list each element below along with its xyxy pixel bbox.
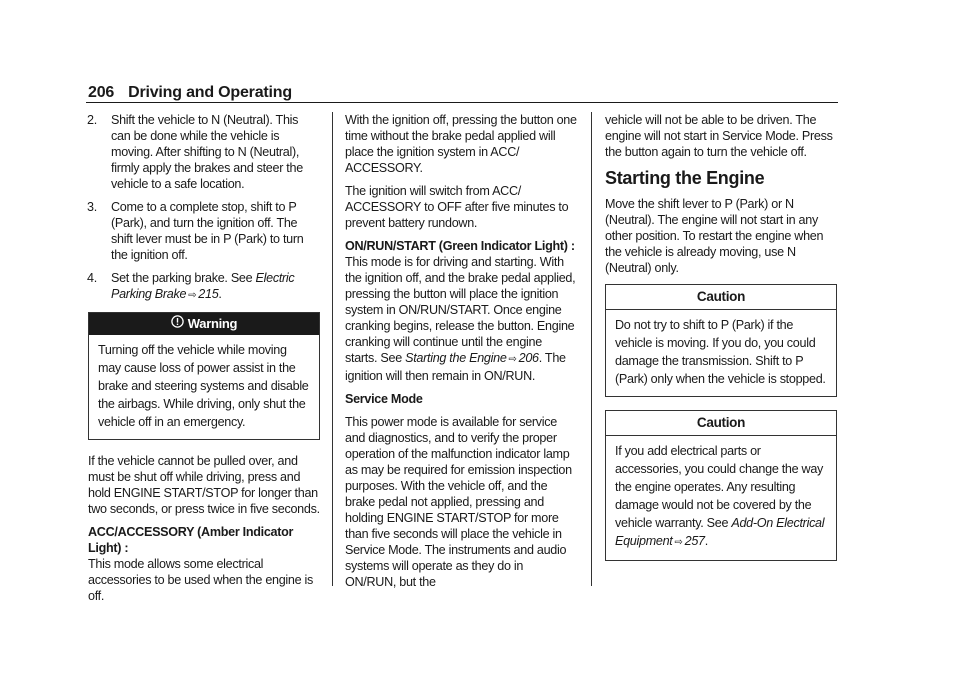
paragraph: vehicle will not be able to be driven. The engine will not start in Service Mode. Press the button again to turn the vehicle off. xyxy=(605,113,833,159)
paragraph: If the vehicle cannot be pulled over, and must be shut off while driving, press and hold ENGINE START/STOP for longer than two seconds, or press twice in five seconds. xyxy=(88,454,320,516)
cross-reference-link[interactable]: Electric Parking Brake xyxy=(111,271,295,301)
list-item xyxy=(88,270,320,304)
step-number: 4. xyxy=(87,271,97,285)
warning-body: Turning off the vehicle while moving may cause loss of power assist in the brake and steering systems and disable the airbags. While driving, only shut the vehicle off in an emergency. xyxy=(98,343,309,429)
page-ref-number[interactable]: 206 xyxy=(518,351,539,365)
procedure-list xyxy=(88,112,320,304)
page-ref-number[interactable]: 215 xyxy=(198,287,219,301)
section-heading: Starting the Engine xyxy=(605,168,765,188)
section-title: Driving and Operating xyxy=(128,84,292,101)
warning-title: Warning xyxy=(187,316,238,331)
step-text: Come to a complete stop, shift to P (Park), and turn the ignition off. The shift lever must be in P (Park) to turn the ignition off. xyxy=(111,200,304,262)
warning-box xyxy=(88,312,320,440)
paragraph: ON/RUN/START (Green Indicator Light) : This mode is for driving and starting. With the ignition off, and the brake pedal applied, pressing the button will place the ignition system in ON/RUN/START. Once engine cranking begins, release the button. Engine cranking will continue until the engine starts. See Starting the Engine ⇨ 206. The ignition will then remain in ON/RUN. xyxy=(345,239,576,383)
warning-header xyxy=(89,313,319,335)
page-number: 206 xyxy=(88,84,115,101)
paragraph: This power mode is available for service and diagnostics, and to verify the proper operation of the malfunction indicator lamp as may be required for emission inspection purposes. With the vehicle off, and the brake pedal not applied, pressing and holding ENGINE START/STOP for more than five seconds will place the vehicle in Service Mode. The instruments and audio systems will operate as they do in ON/RUN, but the xyxy=(345,415,572,589)
caution-header: Caution xyxy=(606,285,836,310)
page-ref-arrow-icon: ⇨ xyxy=(674,537,683,548)
paragraph: ACC/ACCESSORY (Amber Indicator Light) : This mode allows some electrical accessories to be used when the engine is off. xyxy=(88,525,314,603)
list-item xyxy=(88,199,320,263)
step-text: Set the parking brake. See Electric Parking Brake ⇨ 215. xyxy=(111,271,295,301)
step-number: 2. xyxy=(87,113,97,127)
mode-label: ON/RUN/START (Green Indicator Light) : xyxy=(345,239,575,253)
cross-reference-link[interactable]: Starting the Engine xyxy=(405,351,507,365)
cross-reference-link[interactable]: Add-On Electrical Equipment xyxy=(615,516,825,548)
paragraph: Move the shift lever to P (Park) or N (Neutral). The engine will not start in any other position. To restart the engine when the vehicle is already moving, use N (Neutral) only. xyxy=(605,197,824,275)
caution-body: Do not try to shift to P (Park) if the vehicle is moving. If you do, you could damage the transmission. Shift to P (Park) only when the vehicle is stopped. xyxy=(615,318,826,386)
mode-label: ACC/ACCESSORY (Amber Indicator Light) : xyxy=(88,525,294,555)
column-1 xyxy=(88,112,320,611)
caution-header: Caution xyxy=(606,411,836,436)
page-ref-number[interactable]: 257 xyxy=(684,534,705,548)
step-text: Shift the vehicle to N (Neutral). This can be done while the vehicle is moving. After shifting to N (Neutral), firmly apply the brakes and steer the vehicle to a safe location. xyxy=(111,113,303,191)
caution-box xyxy=(605,284,837,397)
column-3 xyxy=(605,112,837,574)
step-number: 3. xyxy=(87,200,97,214)
subheading: Service Mode xyxy=(345,392,423,406)
caution-body: If you add electrical parts or accessories, you could change the way the engine operates. Any resulting damage would not be covered by the vehicle warranty. See Add-On Electrical Equipment ⇨ 257. xyxy=(615,444,825,548)
column-2 xyxy=(345,112,577,597)
page-header xyxy=(88,84,292,102)
page-ref-arrow-icon: ⇨ xyxy=(508,354,517,365)
warning-icon xyxy=(171,313,184,335)
list-item xyxy=(88,112,320,192)
header-rule xyxy=(86,102,838,103)
page-ref-arrow-icon: ⇨ xyxy=(188,290,197,301)
caution-box xyxy=(605,410,837,561)
column-divider xyxy=(591,112,592,586)
column-divider xyxy=(332,112,333,586)
paragraph: With the ignition off, pressing the button one time without the brake pedal applied will place the ignition system in ACC/ ACCESSORY. xyxy=(345,113,577,175)
paragraph: The ignition will switch from ACC/ ACCESSORY to OFF after five minutes to prevent battery rundown. xyxy=(345,184,569,230)
